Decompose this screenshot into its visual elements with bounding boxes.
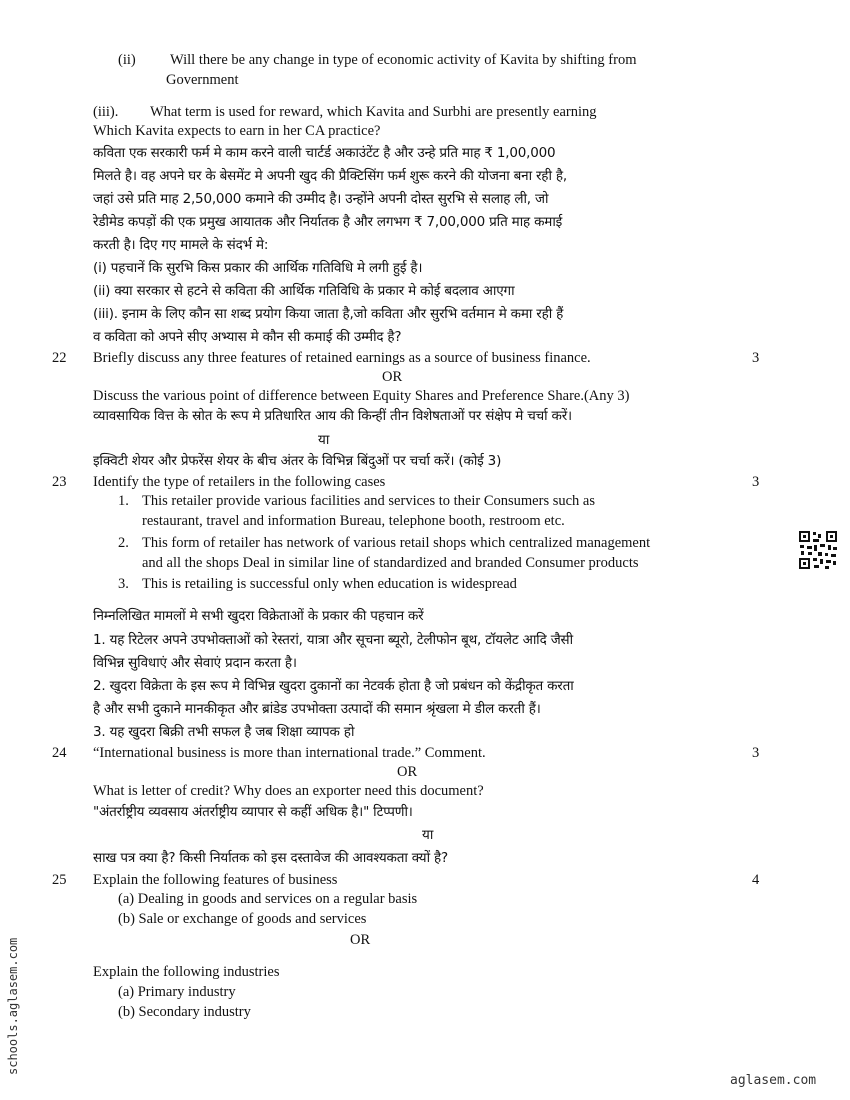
list-item-text: This retailer provide various facilities and services to their Consumers such as bbox=[142, 493, 595, 509]
sub-question-number: (iii). bbox=[93, 104, 119, 120]
list-item-text: (a) Dealing in goods and services on a regular basis bbox=[118, 891, 418, 907]
hindi-text-line: है और सभी दुकाने मानकीकृत और ब्रांडेड उपभोक्ता उत्पादों की समान श्रृंखला मे डील करती हैं। bbox=[93, 701, 541, 717]
hindi-text-line: व्यावसायिक वित्त के स्रोत के रूप मे प्रतिधारित आय की किन्हीं तीन विशेषताओं पर संक्षेप मे चर्चा करें। bbox=[93, 408, 572, 424]
qr-code-icon bbox=[798, 530, 838, 570]
hindi-text-line: 3. यह खुदरा बिक्री तभी सफल है जब शिक्षा व्यापक हो bbox=[93, 724, 355, 740]
question-text: Briefly discuss any three features of retained earnings as a source of business finance. bbox=[93, 350, 591, 366]
question-marks: 4 bbox=[752, 872, 760, 888]
question-text: What is letter of credit? Why does an exporter need this document? bbox=[93, 783, 484, 799]
list-item-number: 3. bbox=[118, 576, 129, 592]
list-item-text: (b) Secondary industry bbox=[118, 1004, 251, 1020]
hindi-text-line: रेडीमेड कपड़ों की एक प्रमुख आयातक और निर्यातक है और लगभग ₹ 7,00,000 प्रति माह कमाई bbox=[93, 214, 563, 230]
footer-watermark: aglasem.com bbox=[730, 1073, 817, 1088]
list-item-number: 2. bbox=[118, 535, 129, 551]
or-separator: OR bbox=[382, 369, 403, 385]
hindi-text-line: व कविता को अपने सीए अभ्यास मे कौन सी कमाई की उम्मीद है? bbox=[93, 329, 402, 345]
list-item-number: 1. bbox=[118, 493, 129, 509]
question-number: 25 bbox=[52, 872, 67, 888]
hindi-text-line: विभिन्न सुविधाएं और सेवाएं प्रदान करता है। bbox=[93, 655, 297, 671]
hindi-text-line: साख पत्र क्या है? किसी निर्यातक को इस दस्तावेज की आवश्यकता क्यों है? bbox=[93, 850, 448, 866]
sub-question-text: Government bbox=[166, 72, 239, 88]
question-text: Identify the type of retailers in the following cases bbox=[93, 474, 386, 490]
or-separator-hindi: या bbox=[422, 827, 434, 843]
side-watermark: schools.aglasem.com bbox=[6, 937, 20, 1075]
list-item-text: (b) Sale or exchange of goods and services bbox=[118, 911, 367, 927]
hindi-text-line: 2. खुदरा विक्रेता के इस रूप मे विभिन्न खुदरा दुकानों का नेटवर्क होता है जो प्रबंधन को केंद्रीकृत करता bbox=[93, 678, 574, 694]
list-item-text: This form of retailer has network of various retail shops which centralized management bbox=[142, 535, 651, 551]
hindi-text-line: मिलते है। वह अपने घर के बेसमेंट मे अपनी खुद की प्रैक्टिसिंग फर्म शुरू करने की योजना बना रही है, bbox=[93, 168, 567, 184]
sub-question-text: Will there be any change in type of economic activity of Kavita by shifting from bbox=[170, 52, 637, 68]
question-marks: 3 bbox=[752, 474, 760, 490]
sub-question-text: Which Kavita expects to earn in her CA practice? bbox=[93, 123, 381, 139]
question-marks: 3 bbox=[752, 745, 760, 761]
question-number: 24 bbox=[52, 745, 67, 761]
hindi-text-line: (i) पहचानें कि सुरभि किस प्रकार की आर्थिक गतिविधि मे लगी हुई है। bbox=[93, 260, 423, 276]
sub-question-text: What term is used for reward, which Kavita and Surbhi are presently earning bbox=[150, 104, 597, 120]
question-number: 22 bbox=[52, 350, 67, 366]
list-item-text: restaurant, travel and information Bureau, telephone booth, restroom etc. bbox=[142, 513, 565, 529]
hindi-text-line: इक्विटी शेयर और प्रेफरेंस शेयर के बीच अंतर के विभिन्न बिंदुओं पर चर्चा करें। (कोई 3) bbox=[93, 453, 502, 469]
or-separator: OR bbox=[397, 764, 418, 780]
question-text: “International business is more than international trade.” Comment. bbox=[93, 745, 486, 761]
hindi-text-line: करती है। दिए गए मामले के संदर्भ मे: bbox=[93, 237, 269, 253]
list-item-text: (a) Primary industry bbox=[118, 984, 236, 1000]
question-number: 23 bbox=[52, 474, 67, 490]
hindi-text-line: (ii) क्या सरकार से हटने से कविता की आर्थिक गतिविधि के प्रकार मे कोई बदलाव आएगा bbox=[93, 283, 515, 299]
sub-question-number: (ii) bbox=[118, 52, 136, 68]
hindi-text-line: कविता एक सरकारी फर्म मे काम करने वाली चार्टर्ड अकाउंटेंट है और उन्हे प्रति माह ₹ 1,00,000 bbox=[93, 145, 556, 161]
question-text: Discuss the various point of difference between Equity Shares and Preference Share.(Any 3) bbox=[93, 388, 630, 404]
hindi-text-line: "अंतर्राष्ट्रीय व्यवसाय अंतर्राष्ट्रीय व्यापार से कहीं अधिक है।" टिप्पणी। bbox=[93, 804, 413, 820]
hindi-text-line: निम्नलिखित मामलों मे सभी खुदरा विक्रेताओं के प्रकार की पहचान करें bbox=[93, 608, 424, 624]
list-item-text: This is retailing is successful only when education is widespread bbox=[142, 576, 517, 592]
list-item-text: and all the shops Deal in similar line of standardized and branded Consumer products bbox=[142, 555, 639, 571]
or-separator: OR bbox=[350, 932, 371, 948]
or-separator-hindi: या bbox=[318, 432, 330, 448]
question-text: Explain the following industries bbox=[93, 964, 280, 980]
hindi-text-line: 1. यह रिटेलर अपने उपभोक्ताओं को रेस्तरां, यात्रा और सूचना ब्यूरो, टेलीफोन बूथ, टॉयलेट आदि जैसी bbox=[93, 632, 573, 648]
hindi-text-line: जहां उसे प्रति माह 2,50,000 कमाने की उम्मीद है। उन्होंने अपनी दोस्त सुरभि से सलाह ली, जो bbox=[93, 191, 549, 207]
question-text: Explain the following features of business bbox=[93, 872, 338, 888]
hindi-text-line: (iii). इनाम के लिए कौन सा शब्द प्रयोग किया जाता है,जो कविता और सुरभि वर्तमान मे कमा रही हैं bbox=[93, 306, 564, 322]
question-marks: 3 bbox=[752, 350, 760, 366]
